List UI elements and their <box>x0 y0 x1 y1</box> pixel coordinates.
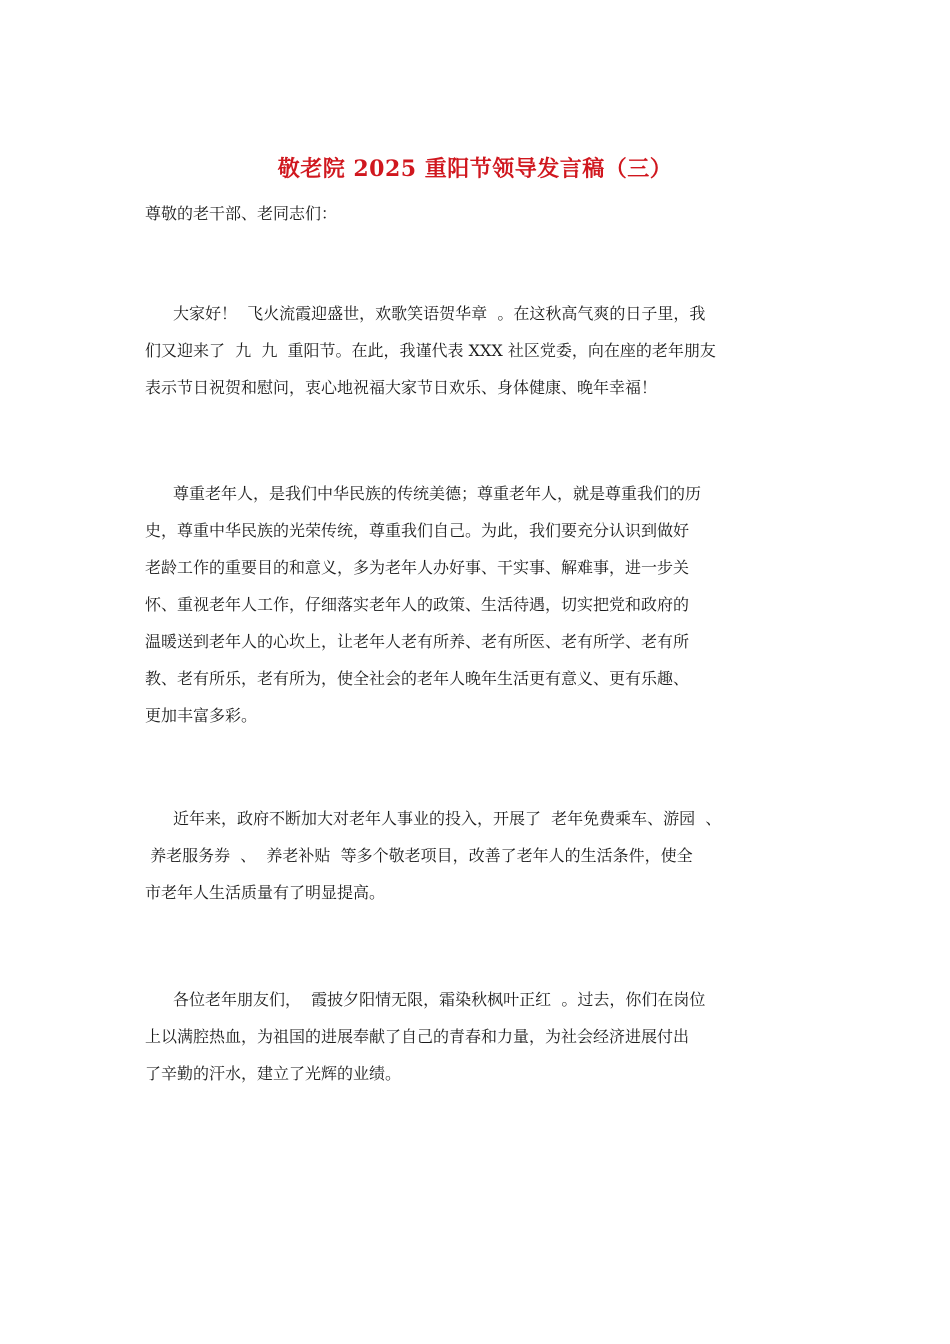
salutation: 尊敬的老干部、老同志们： <box>145 204 338 223</box>
paragraph-line: 温暖送到老年人的心坎上，让老年人老有所养、老有所医、老有所学、老有所 <box>145 632 690 651</box>
paragraph-line: 大家好！ 飞火流霞迎盛世，欢歌笑语贺华章 。在这秋高气爽的日子里，我 <box>173 304 706 323</box>
paragraph-line: 上以满腔热血，为祖国的进展奉献了自己的青春和力量，为社会经济进展付出 <box>145 1027 690 1046</box>
paragraph-line: 养老服务券 、 养老补贴 等多个敬老项目，改善了老年人的生活条件，使全 <box>145 846 693 865</box>
paragraph-line: 教、老有所乐，老有所为，使全社会的老年人晚年生活更有意义、更有乐趣、 <box>145 669 690 688</box>
paragraph-line: 们又迎来了 九 九 重阳节。在此，我谨代表 XXX 社区党委，向在座的老年朋友 <box>145 341 716 360</box>
paragraph-line: 尊重老年人，是我们中华民族的传统美德；尊重老年人，就是尊重我们的历 <box>173 484 702 503</box>
paragraph <box>145 482 815 741</box>
paragraph-line: 史，尊重中华民族的光荣传统，尊重我们自己。为此，我们要充分认识到做好 <box>145 521 690 540</box>
paragraph-line: 更加丰富多彩。 <box>145 706 258 725</box>
paragraph-line: 怀、重视老年人工作，仔细落实老年人的政策、生活待遇，切实把党和政府的 <box>145 595 690 614</box>
paragraph-line: 近年来，政府不断加大对老年人事业的投入，开展了 老年免费乘车、游园 、 <box>173 809 722 828</box>
paragraph-line: 各位老年朋友们， 霞披夕阳情无限，霜染秋枫叶正红 。过去，你们在岗位 <box>173 990 706 1009</box>
paragraph-line: 表示节日祝贺和慰问，衷心地祝福大家节日欢乐、身体健康、晚年幸福！ <box>145 378 658 397</box>
paragraph-line: 市老年人生活质量有了明显提高。 <box>145 883 386 902</box>
paragraph-line: 了辛勤的汗水，建立了光辉的业绩。 <box>145 1064 402 1083</box>
paragraph <box>145 807 815 918</box>
paragraph-line: 老龄工作的重要目的和意义，多为老年人办好事、干实事、解难事，进一步关 <box>145 558 690 577</box>
paragraph <box>145 302 815 413</box>
paragraph <box>145 988 815 1099</box>
document-title: 敬老院 2025 重阳节领导发言稿（三） <box>277 156 673 182</box>
